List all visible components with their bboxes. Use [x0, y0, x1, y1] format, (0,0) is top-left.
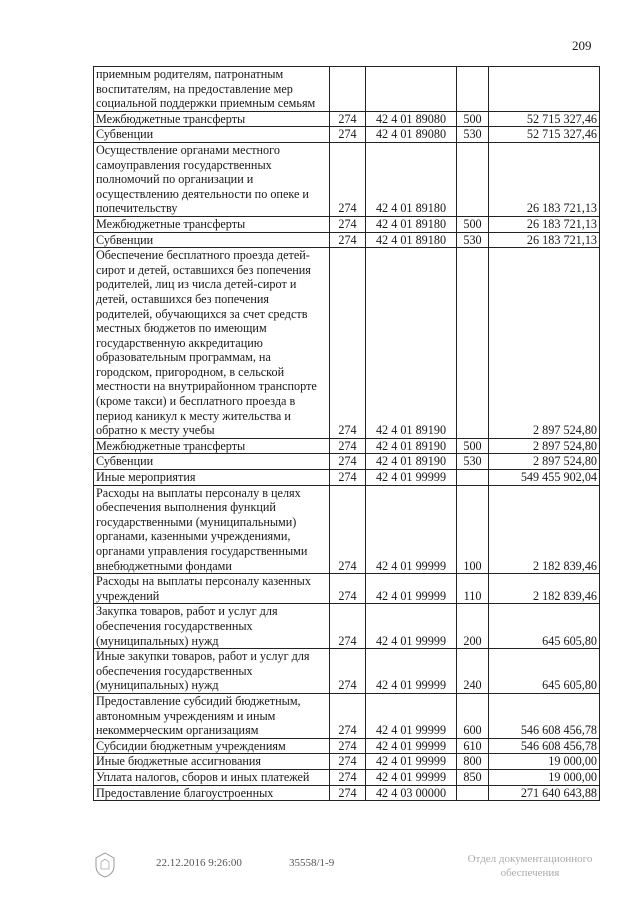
cell-code: [330, 67, 366, 112]
table-row: [94, 216, 600, 232]
cell-name: Расходы на выплаты персоналу казенных учреждений: [94, 574, 330, 604]
cell-kvr: 600: [457, 693, 489, 738]
cell-sum: 546 608 456,78: [489, 738, 600, 754]
table-row: [94, 769, 600, 785]
cell-kcsr: 42 4 01 99999: [366, 693, 457, 738]
cell-name: Субвенции: [94, 232, 330, 248]
cell-sum: 52 715 327,46: [489, 127, 600, 143]
cell-kvr: 500: [457, 216, 489, 232]
cell-name: Иные бюджетные ассигнования: [94, 754, 330, 770]
cell-name: приемным родителям, патронатным воспитателям, на предоставление мер социальной поддержки приемным семьям: [94, 67, 330, 112]
cell-sum: 2 182 839,46: [489, 485, 600, 574]
cell-kvr: [457, 142, 489, 216]
cell-sum: [489, 67, 600, 112]
cell-kcsr: [366, 67, 457, 112]
cell-kvr: 200: [457, 604, 489, 649]
cell-code: 274: [330, 216, 366, 232]
cell-code: 274: [330, 142, 366, 216]
cell-kcsr: 42 4 01 89190: [366, 248, 457, 439]
cell-kcsr: 42 4 01 99999: [366, 754, 457, 770]
cell-kcsr: 42 4 01 89080: [366, 111, 457, 127]
cell-kvr: 500: [457, 111, 489, 127]
table-row: [94, 574, 600, 604]
cell-sum: 645 605,80: [489, 604, 600, 649]
cell-kvr: [457, 470, 489, 486]
cell-kcsr: 42 4 01 99999: [366, 574, 457, 604]
cell-code: 274: [330, 785, 366, 801]
cell-code: 274: [330, 693, 366, 738]
cell-name: Уплата налогов, сборов и иных платежей: [94, 769, 330, 785]
cell-kcsr: 42 4 01 99999: [366, 604, 457, 649]
cell-kvr: 100: [457, 485, 489, 574]
cell-kvr: 800: [457, 754, 489, 770]
cell-code: 274: [330, 769, 366, 785]
emblem-icon: [94, 852, 116, 878]
table-row: [94, 454, 600, 470]
cell-code: 274: [330, 754, 366, 770]
table-row: [94, 604, 600, 649]
footer-stamp: [460, 852, 600, 880]
cell-name: Расходы на выплаты персоналу в целях обеспечения выполнения функций государственными (муниципальными) органами, казенными учреждениями, органами управления государственными внебюджетными фондами: [94, 485, 330, 574]
cell-sum: 2 897 524,80: [489, 454, 600, 470]
footer-stamp-line2: обеспечения: [500, 867, 560, 879]
table-row: [94, 127, 600, 143]
cell-code: 274: [330, 574, 366, 604]
cell-code: 274: [330, 485, 366, 574]
cell-sum: 645 605,80: [489, 649, 600, 694]
cell-kcsr: 42 4 01 89180: [366, 232, 457, 248]
cell-kcsr: 42 4 01 89080: [366, 127, 457, 143]
page-number: 209: [572, 38, 592, 53]
cell-sum: 52 715 327,46: [489, 111, 600, 127]
cell-name: Закупка товаров, работ и услуг для обеспечения государственных (муниципальных) нужд: [94, 604, 330, 649]
cell-sum: 26 183 721,13: [489, 142, 600, 216]
cell-kvr: [457, 67, 489, 112]
table-row: [94, 485, 600, 574]
cell-kcsr: 42 4 01 89190: [366, 454, 457, 470]
cell-sum: 2 897 524,80: [489, 248, 600, 439]
cell-kvr: 500: [457, 438, 489, 454]
table-row: [94, 649, 600, 694]
cell-code: 274: [330, 438, 366, 454]
cell-code: 274: [330, 111, 366, 127]
cell-code: 274: [330, 454, 366, 470]
cell-sum: 271 640 643,88: [489, 785, 600, 801]
cell-kvr: [457, 248, 489, 439]
cell-name: Предоставление субсидий бюджетным, автономным учреждениям и иным некоммерческим организациям: [94, 693, 330, 738]
footer-doc-number: 35558/1-9: [289, 857, 335, 869]
cell-name: Иные закупки товаров, работ и услуг для обеспечения государственных (муниципальных) нужд: [94, 649, 330, 694]
cell-name: Субсидии бюджетным учреждениям: [94, 738, 330, 754]
table-row: [94, 470, 600, 486]
budget-table-body: [94, 67, 600, 801]
cell-code: 274: [330, 232, 366, 248]
cell-kcsr: 42 4 01 89190: [366, 438, 457, 454]
cell-code: 274: [330, 738, 366, 754]
footer-date: 22.12.2016 9:26:00: [156, 857, 242, 869]
cell-code: 274: [330, 604, 366, 649]
cell-code: 274: [330, 248, 366, 439]
cell-kcsr: 42 4 01 89180: [366, 142, 457, 216]
cell-sum: 26 183 721,13: [489, 216, 600, 232]
cell-name: Предоставление благоустроенных: [94, 785, 330, 801]
footer-stamp-line1: Отдел документационного: [467, 853, 593, 865]
cell-code: 274: [330, 470, 366, 486]
table-row: [94, 693, 600, 738]
cell-name: Межбюджетные трансферты: [94, 111, 330, 127]
cell-kcsr: 42 4 01 99999: [366, 649, 457, 694]
cell-name: Межбюджетные трансферты: [94, 438, 330, 454]
cell-kcsr: 42 4 01 99999: [366, 738, 457, 754]
cell-kvr: 530: [457, 454, 489, 470]
cell-kvr: 240: [457, 649, 489, 694]
cell-sum: 2 182 839,46: [489, 574, 600, 604]
table-row: [94, 785, 600, 801]
table-row: [94, 738, 600, 754]
cell-sum: 19 000,00: [489, 754, 600, 770]
cell-kvr: 530: [457, 127, 489, 143]
cell-kcsr: 42 4 01 99999: [366, 485, 457, 574]
cell-name: Осуществление органами местного самоуправления государственных полномочий по организации и осуществлению деятельности по опеке и попечительству: [94, 142, 330, 216]
cell-kcsr: 42 4 03 00000: [366, 785, 457, 801]
cell-name: Субвенции: [94, 127, 330, 143]
cell-sum: 549 455 902,04: [489, 470, 600, 486]
cell-sum: 2 897 524,80: [489, 438, 600, 454]
table-row: [94, 111, 600, 127]
cell-code: 274: [330, 649, 366, 694]
table-row: [94, 754, 600, 770]
cell-kvr: 110: [457, 574, 489, 604]
table-row: [94, 248, 600, 439]
cell-name: Межбюджетные трансферты: [94, 216, 330, 232]
cell-sum: 19 000,00: [489, 769, 600, 785]
cell-name: Обеспечение бесплатного проезда детей-сирот и детей, оставшихся без попечения родителей, лиц из числа детей-сирот и детей, оставшихся без попечения родителей, обучающихся за счет средств местных бюджетов по имеющим государственную аккредитацию образовательным программам, на городском, пригородном, в сельской местности на внутрирайонном транспорте (кроме такси) и бесплатного проезда в период каникул к месту жительства и обратно к месту учебы: [94, 248, 330, 439]
cell-name: Иные мероприятия: [94, 470, 330, 486]
cell-kvr: [457, 785, 489, 801]
budget-table: [93, 66, 600, 801]
table-row: [94, 232, 600, 248]
cell-kvr: 610: [457, 738, 489, 754]
cell-sum: 546 608 456,78: [489, 693, 600, 738]
cell-kcsr: 42 4 01 99999: [366, 769, 457, 785]
table-row: [94, 67, 600, 112]
cell-name: Субвенции: [94, 454, 330, 470]
cell-kcsr: 42 4 01 99999: [366, 470, 457, 486]
cell-sum: 26 183 721,13: [489, 232, 600, 248]
table-row: [94, 438, 600, 454]
cell-kcsr: 42 4 01 89180: [366, 216, 457, 232]
cell-kvr: 530: [457, 232, 489, 248]
cell-code: 274: [330, 127, 366, 143]
table-row: [94, 142, 600, 216]
cell-kvr: 850: [457, 769, 489, 785]
